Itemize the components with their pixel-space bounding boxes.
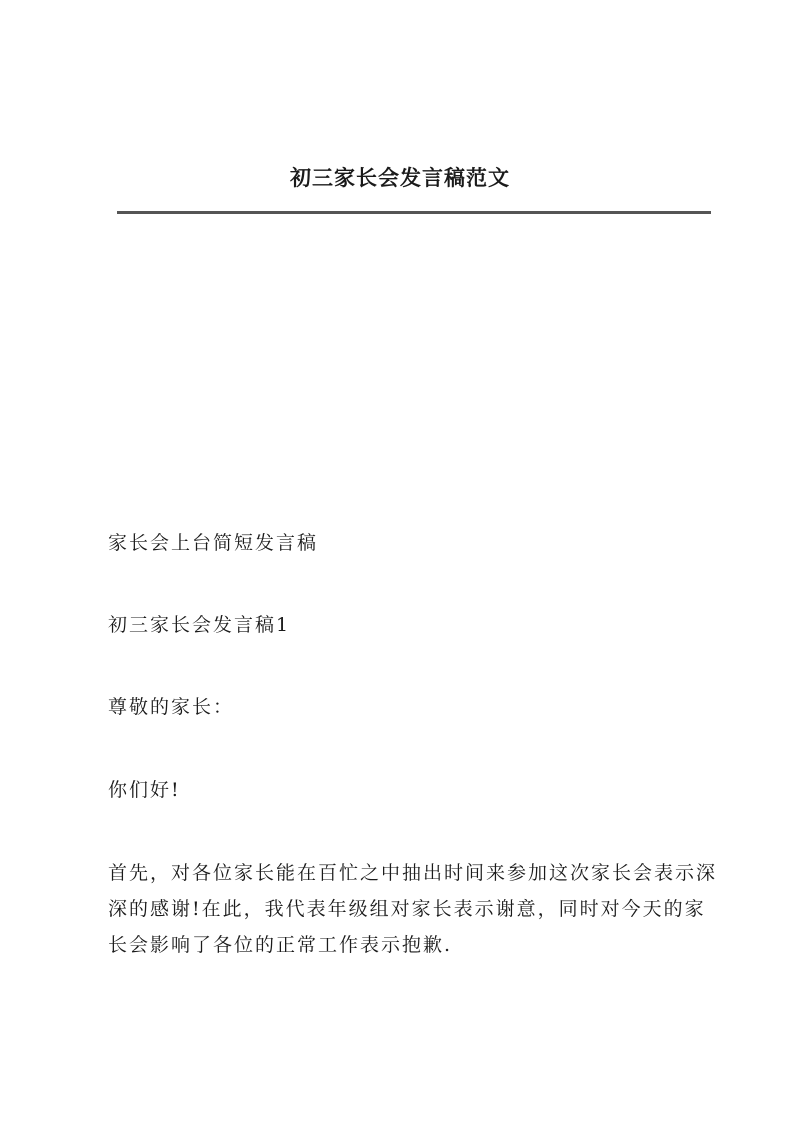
title-divider bbox=[117, 211, 711, 214]
greeting: 你们好! bbox=[108, 779, 181, 801]
subtitle: 家长会上台简短发言稿 bbox=[108, 532, 319, 554]
body-paragraph: 首先，对各位家长能在百忙之中抽出时间来参加这次家长会表示深深的感谢!在此，我代表年级组对家长表示谢意，同时对今天的家长会影响了各位的正常工作表示抱歉. bbox=[108, 862, 718, 956]
page-title: 初三家长会发言稿范文 bbox=[290, 165, 510, 190]
section-heading: 初三家长会发言稿1 bbox=[108, 614, 291, 636]
salutation: 尊敬的家长： bbox=[108, 696, 235, 718]
